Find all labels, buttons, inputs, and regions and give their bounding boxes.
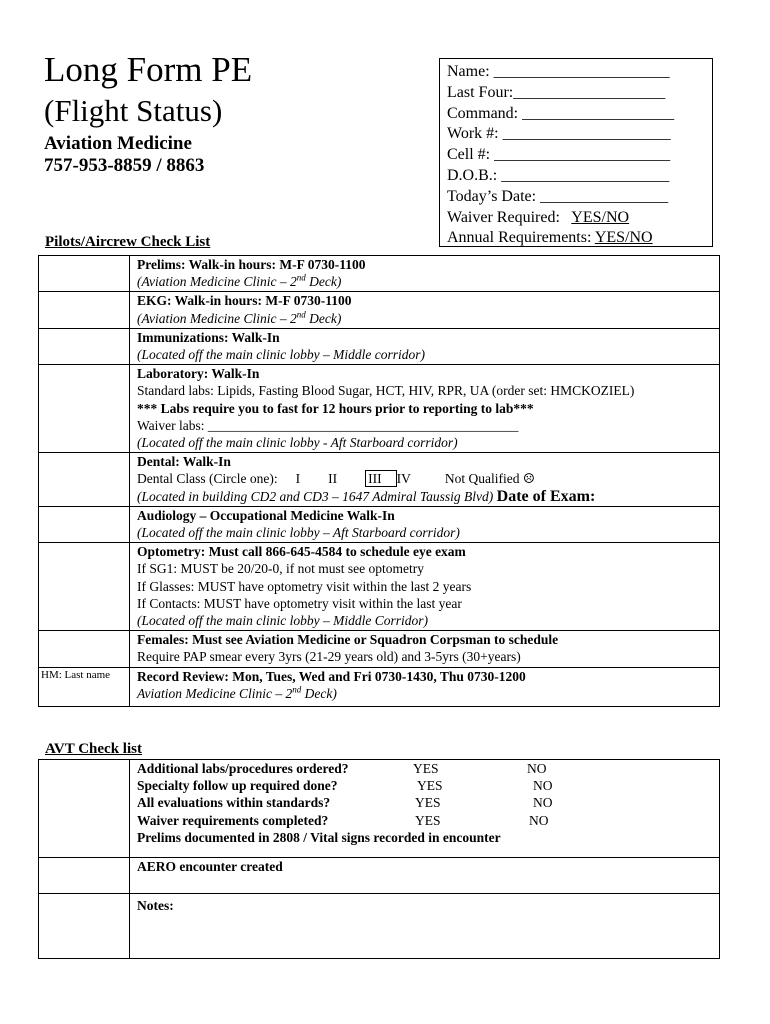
checkoff-cell[interactable] <box>39 328 130 364</box>
avt-checklist-heading: AVT Check list <box>45 741 142 757</box>
avt-question-row <box>137 812 715 829</box>
annual-requirements-value[interactable]: YES/NO <box>594 229 653 247</box>
dental-class-ii[interactable]: II <box>328 471 338 487</box>
prelims-documented: Prelims documented in 2808 / Vital signs recorded in encounter <box>137 829 501 845</box>
department-name: Aviation Medicine <box>44 133 192 154</box>
optometry-title: Optometry: Must call 866-645-4584 to schedule eye exam <box>137 544 466 560</box>
checkoff-cell[interactable] <box>39 453 130 507</box>
optometry-glasses: If Glasses: MUST have optometry visit within the last 2 years <box>137 578 472 594</box>
record-review-title: Record Review: Mon, Tues, Wed and Fri 0730-1430, Thu 0730-1200 <box>137 668 526 684</box>
todays-date-suffix: ____ <box>636 187 669 205</box>
optometry-contacts: If Contacts: MUST have optometry visit within the last year <box>137 595 462 611</box>
avt-no-option[interactable]: NO <box>533 778 553 794</box>
checkoff-cell[interactable] <box>39 256 130 292</box>
audiology-location: (Located off the main clinic lobby – Aft Starboard corridor) <box>137 525 460 541</box>
hm-last-name-field[interactable]: HM: Last name <box>39 667 130 706</box>
audiology-cell <box>130 506 720 542</box>
department-phone: 757-953-8859 / 8863 <box>44 155 205 176</box>
dental-not-qualified[interactable]: Not Qualified ☹ <box>444 471 535 487</box>
avt-yes-option[interactable]: YES <box>417 778 443 794</box>
checklist-row-ekg <box>39 292 720 328</box>
dental-class-row <box>137 470 715 487</box>
annual-requirements-label: Annual Requirements: <box>447 229 595 247</box>
todays-date-field[interactable] <box>447 187 712 208</box>
prelims-location: (Aviation Medicine Clinic – 2nd Deck) <box>137 272 342 290</box>
record-review-cell <box>130 667 720 706</box>
avt-row-aero <box>39 858 720 894</box>
dental-class-i[interactable]: I <box>295 471 301 487</box>
avt-no-option[interactable]: NO <box>527 761 547 776</box>
waiver-required-value[interactable]: YES/NO <box>571 208 630 226</box>
ekg-title: EKG: Walk-in hours: M-F 0730-1100 <box>137 293 352 309</box>
checklist-row-record-review <box>39 667 720 706</box>
avt-yes-option[interactable]: YES <box>415 795 441 811</box>
avt-checklist-table <box>38 759 720 959</box>
audiology-title: Audiology – Occupational Medicine Walk-In <box>137 507 395 523</box>
cell-phone-field[interactable]: Cell #: ______________________ <box>447 146 671 164</box>
avt-question: Additional labs/procedures ordered? <box>137 761 349 776</box>
pilots-checklist-heading: Pilots/Aircrew Check List <box>45 234 211 250</box>
avt-question: Waiver requirements completed? <box>137 812 329 828</box>
todays-date-label: Today’s Date: ____________ <box>447 187 637 205</box>
fasting-note: *** Labs require you to fast for 12 hours prior to reporting to lab*** <box>137 400 534 416</box>
checklist-row-females <box>39 631 720 667</box>
waiver-required-field[interactable] <box>447 208 712 229</box>
avt-row-notes <box>39 894 720 959</box>
prelims-cell <box>130 256 720 292</box>
immunizations-cell <box>130 328 720 364</box>
females-title: Females: Must see Aviation Medicine or Squadron Corpsman to schedule <box>137 632 559 648</box>
date-of-exam-label: Date of Exam: <box>496 487 596 505</box>
avt-questions-list <box>137 760 715 829</box>
checkoff-cell[interactable] <box>39 631 130 667</box>
command-field[interactable]: Command: ___________________ <box>447 104 675 122</box>
immunizations-title: Immunizations: Walk-In <box>137 329 280 345</box>
females-cell <box>130 631 720 667</box>
checklist-row-audiology <box>39 506 720 542</box>
avt-no-option[interactable]: NO <box>533 795 553 811</box>
checkoff-cell[interactable] <box>39 894 130 959</box>
notes-cell[interactable] <box>130 894 720 959</box>
optometry-location: (Located off the main clinic lobby – Middle Corridor) <box>137 613 428 629</box>
waiver-labs-field[interactable]: Waiver labs: ______________________________________________ <box>137 417 519 433</box>
avt-question: Specialty follow up required done? <box>137 778 338 794</box>
avt-question-row <box>137 794 715 811</box>
waiver-required-label: Waiver Required: <box>447 208 572 226</box>
ekg-location: (Aviation Medicine Clinic – 2nd Deck) <box>137 309 342 326</box>
prelims-title: Prelims: Walk-in hours: M-F 0730-1100 <box>137 257 366 272</box>
laboratory-location: (Located off the main clinic lobby - Aft Starboard corridor) <box>137 435 458 451</box>
checkoff-cell[interactable] <box>39 858 130 894</box>
avt-question: All evaluations within standards? <box>137 795 331 811</box>
laboratory-title: Laboratory: Walk-In <box>137 366 260 382</box>
laboratory-cell <box>130 365 720 453</box>
avt-yes-option[interactable]: YES <box>415 812 441 828</box>
pap-smear-note: Require PAP smear every 3yrs (21-29 years old) and 3-5yrs (30+years) <box>137 649 521 665</box>
avt-question-row <box>137 760 715 777</box>
dental-class-iii[interactable]: III <box>365 470 397 487</box>
avt-no-option[interactable]: NO <box>529 812 549 828</box>
avt-question-row <box>137 777 715 794</box>
dental-class-label: Dental Class (Circle one): <box>137 471 278 487</box>
checkoff-cell[interactable] <box>39 506 130 542</box>
aero-encounter-created: AERO encounter created <box>137 859 283 875</box>
avt-questions-cell <box>130 760 720 858</box>
optometry-sg1: If SG1: MUST be 20/20-0, if not must see optometry <box>137 561 424 577</box>
checklist-row-dental <box>39 453 720 507</box>
dental-location: (Located in building CD2 and CD3 – 1647 Admiral Taussig Blvd) <box>137 488 494 504</box>
form-subtitle: (Flight Status) <box>44 93 223 128</box>
checkoff-cell[interactable] <box>39 292 130 328</box>
checklist-row-immunizations <box>39 328 720 364</box>
ekg-cell <box>130 292 720 328</box>
name-field[interactable]: Name: ______________________ <box>447 63 670 80</box>
avt-row-questions <box>39 760 720 858</box>
dob-field[interactable]: D.O.B.: _____________________ <box>447 166 670 184</box>
dental-cell <box>130 453 720 507</box>
optometry-cell <box>130 543 720 631</box>
checklist-row-optometry <box>39 543 720 631</box>
avt-yes-option[interactable]: YES <box>413 761 439 776</box>
checkoff-cell[interactable] <box>39 760 130 858</box>
dental-title: Dental: Walk-In <box>137 454 231 470</box>
patient-info-box <box>439 58 713 247</box>
work-phone-field[interactable]: Work #: _____________________ <box>447 125 671 143</box>
checklist-row-prelims <box>39 256 720 292</box>
form-title: Long Form PE <box>44 50 253 89</box>
pilots-checklist-table <box>38 255 720 707</box>
aero-cell <box>130 858 720 894</box>
checkoff-cell[interactable] <box>39 365 130 453</box>
dental-location-row <box>137 488 715 505</box>
record-review-location: Aviation Medicine Clinic – 2nd Deck) <box>137 684 337 701</box>
immunizations-location: (Located off the main clinic lobby – Middle corridor) <box>137 347 425 363</box>
checklist-row-laboratory <box>39 365 720 453</box>
standard-labs-text: Standard labs: Lipids, Fasting Blood Sugar, HCT, HIV, RPR, UA (order set: HMCKOZIEL) <box>137 383 635 399</box>
last-four-field[interactable]: Last Four:___________________ <box>447 83 666 101</box>
notes-label: Notes: <box>137 898 174 914</box>
dental-class-iv[interactable]: IV <box>396 471 411 487</box>
checkoff-cell[interactable] <box>39 543 130 631</box>
annual-requirements-field[interactable] <box>447 228 712 249</box>
